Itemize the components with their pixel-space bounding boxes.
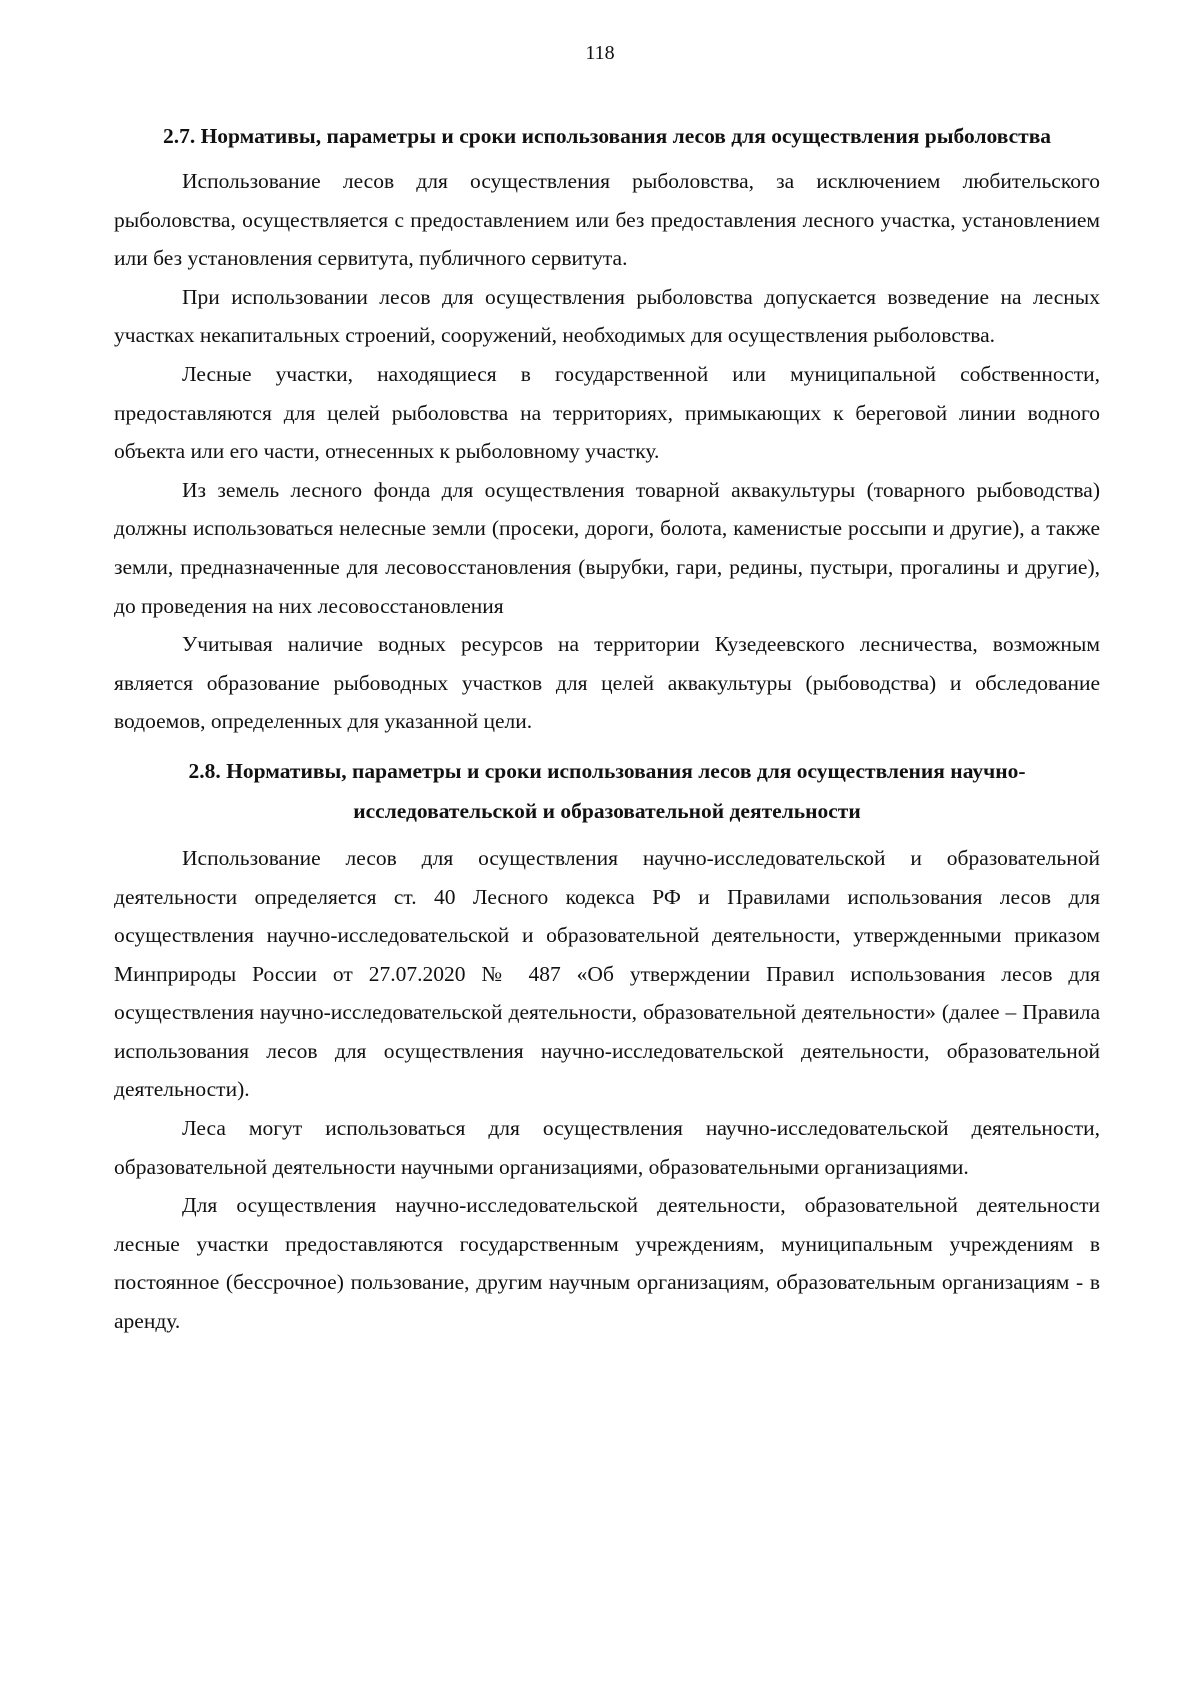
paragraph: Лесные участки, находящиеся в государственной или муниципальной собственности, предоставляются для целей рыболовства на территориях, примыкающих к береговой линии водного объекта или его части, отнесенных к рыболовному участку. xyxy=(114,361,1100,464)
paragraph: При использовании лесов для осуществления рыболовства допускается возведение на лесных участках некапитальных строений, сооружений, необходимых для осуществления рыболовства. xyxy=(114,284,1100,348)
paragraph: Леса могут использоваться для осуществления научно-исследовательской деятельности, образовательной деятельности научными организациями, образовательными организациями. xyxy=(114,1116,1100,1179)
paragraph: Из земель лесного фонда для осуществления товарной аквакультуры (товарного рыбоводства) должны использоваться нелесные земли (просеки, дороги, болота, каменистые россыпи и другие), а также земли, предназначенные для лесовосстановления (вырубки, гари, редины, пустыри, прогалины и другие), до проведения на них лесовосстановления xyxy=(114,477,1100,618)
section-heading-2-7: 2.7. Нормативы, параметры и сроки использования лесов для осуществления рыболовства xyxy=(162,124,1052,148)
paragraph: Для осуществления научно-исследовательской деятельности, образовательной деятельности лесные участки предоставляются государственным учреждениям, муниципальным учреждениям в постоянное (бессрочное) пользование, другим научным организациям, образовательным организациям - в аренду. xyxy=(114,1193,1100,1334)
paragraph: Использование лесов для осуществления научно-исследовательской и образовательной деятельности определяется ст. 40 Лесного кодекса РФ и Правилами использования лесов для осуществления научно-исследовательской и образовательной деятельности, утвержденными приказом Минприроды России от 27.07.2020 № 487 «Об утверждении Правил использования лесов для осуществления научно-исследовательской деятельности, образовательной деятельности» (далее – Правила использования лесов для осуществления научно-исследовательской деятельности, образовательной деятельности). xyxy=(114,845,1100,1102)
page-number: 118 xyxy=(585,42,615,64)
paragraph: Использование лесов для осуществления рыболовства, за исключением любительского рыболовства, осуществляется с предоставлением или без предоставления лесного участка, установлением или без установления сервитута, публичного сервитута. xyxy=(114,169,1100,271)
paragraph: Учитывая наличие водных ресурсов на территории Кузедеевского лесничества, возможным является образование рыбоводных участков для целей аквакультуры (рыбоводства) и обследование водоемов, определенных для указанной цели. xyxy=(114,632,1100,734)
section-heading-2-8: 2.8. Нормативы, параметры и сроки использования лесов для осуществления научно-исследовательской и образовательной деятельности xyxy=(188,758,1026,823)
page-content xyxy=(114,116,1100,1341)
